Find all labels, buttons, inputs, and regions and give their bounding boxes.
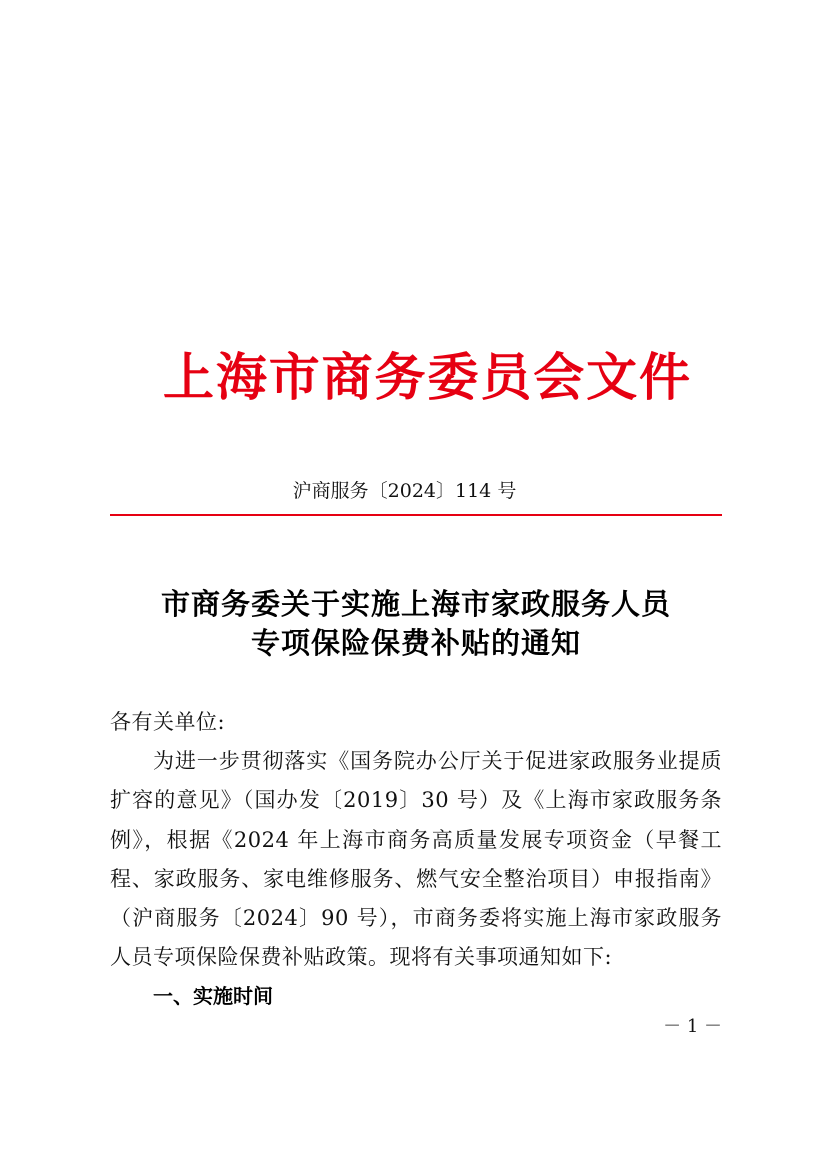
document-number: 沪商服务〔2024〕114 号 bbox=[292, 480, 517, 502]
page-number: － 1 － bbox=[663, 1016, 722, 1037]
salutation: 各有关单位: bbox=[110, 710, 226, 734]
paragraph-line: （沪商服务〔2024〕90 号），市商务委将实施上海市家政服务 bbox=[110, 905, 722, 930]
body-paragraph bbox=[110, 742, 722, 977]
paragraph-line: 为进一步贯彻落实《国务院办公厅关于促进家政服务业提质 bbox=[153, 749, 722, 774]
paragraph-line: 扩容的意见》（国办发〔2019〕30 号）及《上海市家政服务条 bbox=[110, 788, 722, 813]
document-body bbox=[110, 703, 722, 1017]
paragraph-line: 例》，根据《2024 年上海市商务高质量发展专项资金（早餐工 bbox=[110, 827, 722, 852]
paragraph-line: 人员专项保险保费补贴政策。现将有关事项通知如下: bbox=[110, 945, 613, 970]
issuer-red-heading: 上海市商务委员会文件 bbox=[163, 348, 690, 408]
red-divider-line bbox=[110, 514, 722, 516]
paragraph-line: 程、家政服务、家电维修服务、燃气安全整治项目）申报指南》 bbox=[110, 866, 722, 891]
document-title-line-1: 市商务委关于实施上海市家政服务人员 bbox=[160, 587, 671, 621]
document-title-line-2: 专项保险保费补贴的通知 bbox=[250, 626, 581, 660]
section-heading: 一、实施时间 bbox=[153, 984, 273, 1009]
